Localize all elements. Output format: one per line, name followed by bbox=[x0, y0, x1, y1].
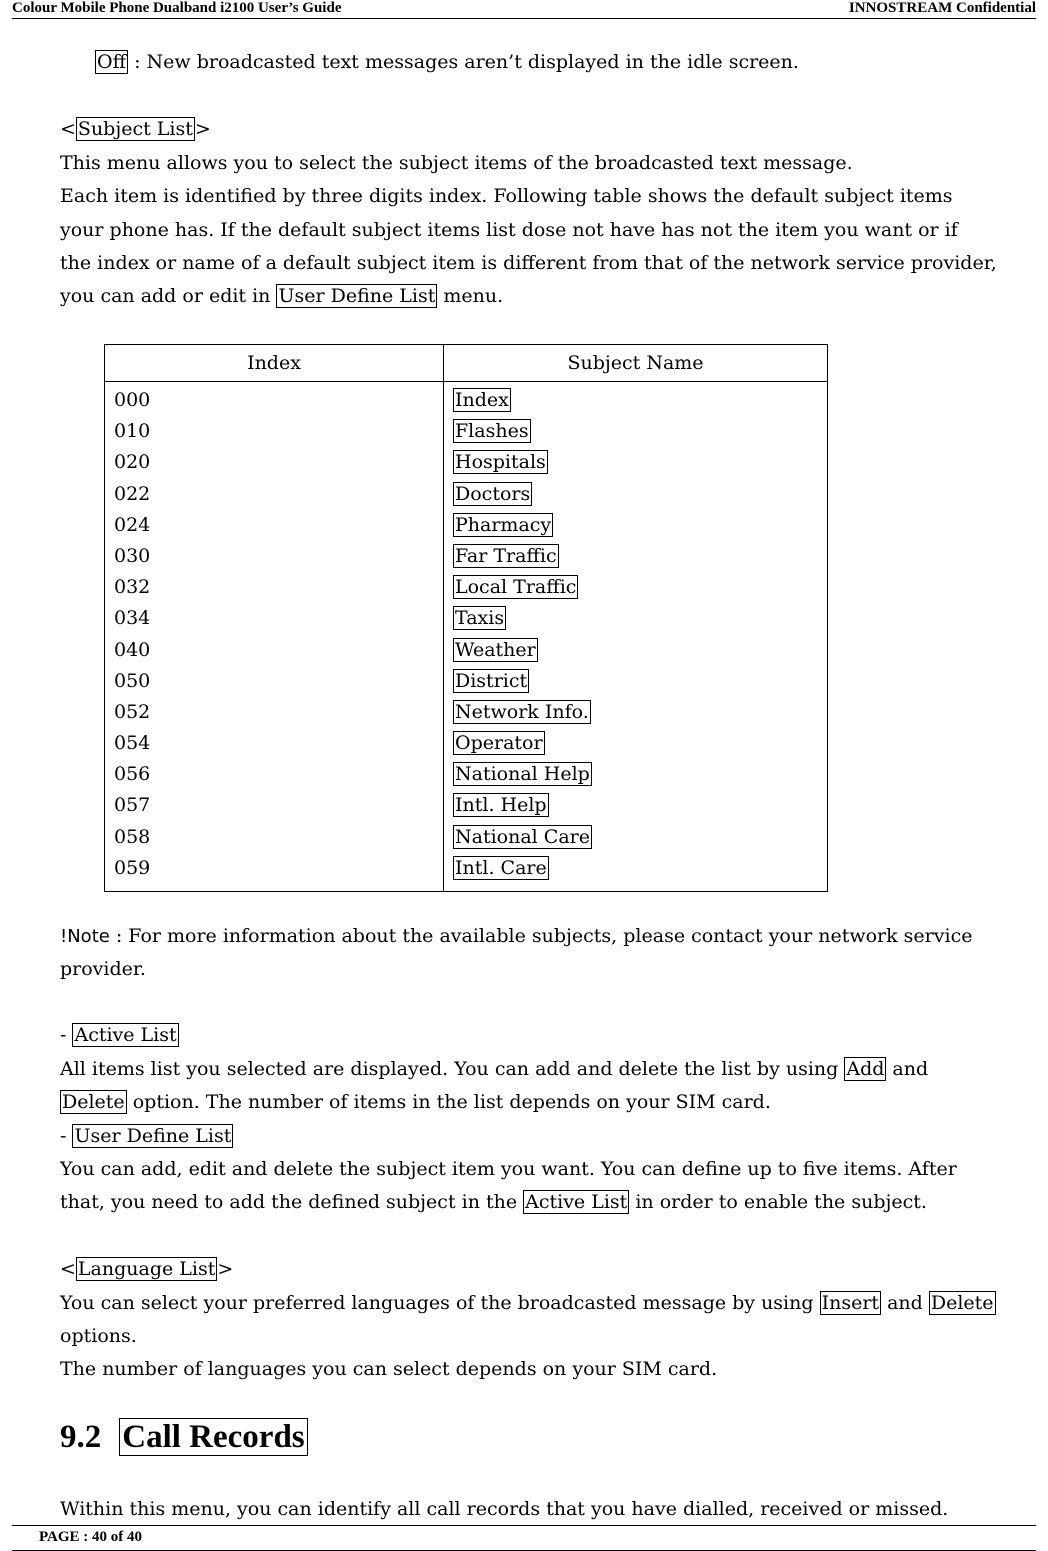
subject-name-text: National Help bbox=[455, 763, 590, 786]
subject-name-cell bbox=[453, 825, 827, 856]
subject-name-text: Hospitals bbox=[455, 451, 546, 474]
index-cell: 034 bbox=[114, 607, 151, 630]
index-cell: 057 bbox=[114, 794, 151, 817]
subject-name-text: Pharmacy bbox=[455, 513, 552, 536]
page-number: PAGE : 40 of 40 bbox=[39, 1529, 143, 1545]
off-option-line: Off : New broadcasted text messages aren’t displayed in the idle screen. bbox=[97, 51, 799, 73]
subject-name-text: Network Info. bbox=[455, 700, 589, 723]
subject-name-text: Doctors bbox=[455, 482, 531, 505]
header-title: Colour Mobile Phone Dualband i2100 User’s Guide bbox=[12, 0, 342, 16]
user-define-line-2: that, you need to add the defined subject in the Active List in order to enable the subject. bbox=[60, 1191, 927, 1213]
language-list-heading: < Language List > bbox=[60, 1258, 234, 1280]
language-list-line: You can select your preferred languages of the broadcasted message by using Insert and Delete bbox=[60, 1292, 994, 1314]
insert-option: Insert bbox=[821, 1292, 880, 1314]
user-define-list-ref: User Define List bbox=[278, 285, 436, 307]
column-header-subject-name: Subject Name bbox=[444, 345, 828, 382]
subject-list-line: you can add or edit in User Define List menu. bbox=[60, 285, 504, 307]
subject-name-cell bbox=[453, 419, 827, 450]
subject-name-text: Intl. Care bbox=[455, 856, 547, 879]
subject-name-cell bbox=[453, 762, 827, 793]
index-cell: 022 bbox=[114, 482, 151, 505]
note-label: !Note bbox=[60, 926, 110, 947]
column-header-index: Index bbox=[105, 345, 444, 382]
index-column bbox=[105, 382, 443, 891]
active-list-ref: Active List bbox=[525, 1191, 628, 1213]
subject-name-text: Local Traffic bbox=[455, 576, 577, 599]
subject-name-cell bbox=[453, 606, 827, 637]
subject-name-text: Index bbox=[455, 389, 509, 411]
subject-name-cell bbox=[453, 731, 827, 762]
index-cell: 032 bbox=[114, 576, 151, 599]
index-cell: 059 bbox=[114, 856, 151, 879]
index-cell: 000 bbox=[114, 389, 151, 411]
delete-option: Delete bbox=[62, 1091, 125, 1113]
subject-name-text: Taxis bbox=[455, 607, 505, 630]
note-line-2: provider. bbox=[60, 958, 146, 980]
subject-list-line: This menu allows you to select the subject items of the broadcasted text message. bbox=[60, 152, 853, 174]
subject-name-cell bbox=[453, 575, 827, 606]
subject-list-line: Each item is identified by three digits index. Following table shows the default subject items bbox=[60, 185, 953, 207]
subject-name-text: Operator bbox=[455, 732, 543, 755]
subject-name-cell bbox=[453, 513, 827, 544]
active-list-line-2: Delete option. The number of items in the list depends on your SIM card. bbox=[62, 1091, 771, 1113]
subject-name-text: Weather bbox=[455, 638, 536, 661]
active-list-line: All items list you selected are displayed. You can add and delete the list by using Add and bbox=[60, 1058, 929, 1080]
section-title: Call Records bbox=[119, 1418, 307, 1456]
index-cell: 058 bbox=[114, 825, 151, 848]
subject-name-cell bbox=[453, 638, 827, 669]
subject-name-cell bbox=[453, 450, 827, 481]
subject-name-text: District bbox=[455, 669, 528, 692]
subject-name-column bbox=[444, 382, 827, 891]
language-list-line-2: options. bbox=[60, 1325, 137, 1347]
index-cell: 020 bbox=[114, 451, 151, 474]
subject-name-cell bbox=[453, 544, 827, 575]
add-option: Add bbox=[846, 1058, 885, 1080]
page-footer bbox=[12, 1525, 1036, 1551]
index-cell: 050 bbox=[114, 669, 151, 692]
language-list-line-3: The number of languages you can select depends on your SIM card. bbox=[60, 1358, 718, 1380]
subject-name-text: Intl. Help bbox=[455, 794, 547, 817]
index-cell: 030 bbox=[114, 544, 151, 567]
header-confidential: INNOSTREAM Confidential bbox=[848, 0, 1036, 16]
page-header bbox=[12, 0, 1036, 19]
call-records-intro: Within this menu, you can identify all call records that you have dialled, received or missed. bbox=[60, 1498, 949, 1520]
subject-name-cell bbox=[453, 482, 827, 513]
index-cell: 024 bbox=[114, 513, 151, 536]
section-number: 9.2 bbox=[60, 1419, 102, 1455]
subject-name-cell bbox=[453, 669, 827, 700]
subject-list-heading: < Subject List > bbox=[60, 118, 211, 140]
subject-name-cell bbox=[453, 793, 827, 824]
note-line: !Note : For more information about the available subjects, please contact your network service bbox=[60, 925, 973, 947]
section-heading bbox=[60, 1416, 308, 1458]
subject-name-text: Flashes bbox=[455, 420, 529, 443]
active-list-heading: - Active List bbox=[60, 1024, 177, 1046]
subject-table bbox=[104, 344, 828, 892]
subject-name-cell bbox=[453, 388, 827, 419]
index-cell: 056 bbox=[114, 763, 151, 786]
index-cell: 052 bbox=[114, 700, 151, 723]
subject-name-text: National Care bbox=[455, 825, 590, 848]
subject-name-cell bbox=[453, 856, 827, 887]
subject-list-line: the index or name of a default subject item is different from that of the network service provider, bbox=[60, 252, 997, 274]
index-cell: 054 bbox=[114, 732, 151, 755]
index-cell: 040 bbox=[114, 638, 151, 661]
subject-name-cell bbox=[453, 700, 827, 731]
user-define-heading: - User Define List bbox=[60, 1125, 232, 1147]
user-define-line: You can add, edit and delete the subject item you want. You can define up to five items. After bbox=[60, 1158, 957, 1180]
index-cell: 010 bbox=[114, 420, 151, 443]
subject-list-line: your phone has. If the default subject items list dose not have has not the item you want or if bbox=[60, 219, 958, 241]
subject-name-text: Far Traffic bbox=[455, 544, 557, 567]
delete-option: Delete bbox=[930, 1292, 994, 1314]
off-term: Off bbox=[97, 51, 127, 73]
